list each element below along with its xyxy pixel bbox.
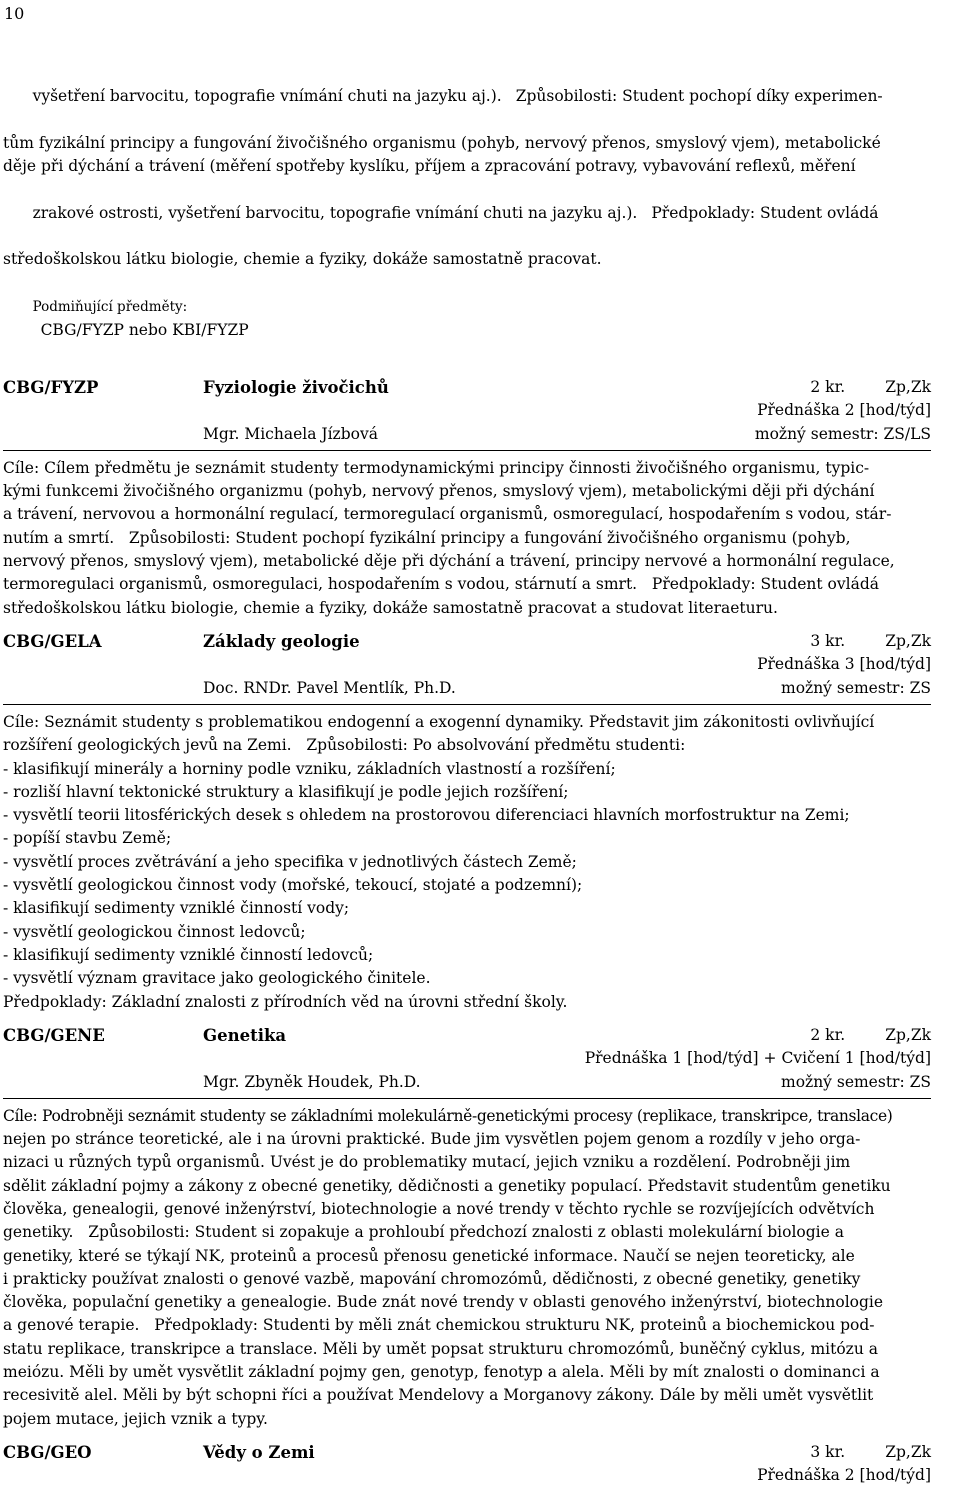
credits-value: 3 kr.: [810, 631, 846, 650]
description-line: - vysvětlí geologickou činnost ledovců;: [3, 922, 306, 941]
course-semester: možný semestr: ZS/LS: [754, 424, 931, 443]
course-credits: [810, 630, 931, 653]
description-line: nizaci u různých typů organismů. Uvést je do problematiky mutací, jejich vzniku a rozdělení. Podrobněji jim: [3, 1153, 851, 1172]
description-line: sdělit základní pojmy a zákony z obecné genetiky, dědičnosti a genetiky populací. Představit studentům genetiku: [3, 1176, 891, 1195]
description-line: meiózu. Měli by umět vysvětlit základní pojmy gen, genotyp, fenotyp a alela. Měli by mít znalosti o dominanci a: [3, 1363, 880, 1382]
course-header-geo: [3, 1441, 931, 1489]
description-line: - klasifikují sedimenty vzniklé činností vody;: [3, 899, 350, 918]
description-line: Cíle: Podrobněji seznámit studenty se základními molekulárně-genetickými procesy (replikace, transkripce, translace): [3, 1106, 893, 1125]
description-line: - klasifikují minerály a horniny podle vzniku, základních vlastností a rozšíření;: [3, 759, 616, 778]
credits-value: 2 kr.: [810, 1025, 846, 1044]
description-line: genetiky, které se týkají NK, proteinů a procesů přenosu genetické informace. Naučí se nejen teoreticky, ale: [3, 1246, 855, 1265]
course-teacher: Mgr. Zbyněk Houdek, Ph.D.: [203, 1072, 421, 1091]
course-description: [3, 1105, 931, 1431]
course-title: Genetika: [203, 1025, 287, 1045]
course-title: Základy geologie: [203, 631, 360, 651]
course-teacher: Mgr. Michaela Jízbová: [203, 424, 378, 443]
intro-prereq: Předpoklady: Student ovládá: [651, 203, 879, 222]
description-line: člověka, genealogii, genové inženýrství, biotechnologie a nové trendy v těchto rychle se rozvíjejících odvětvích: [3, 1199, 875, 1218]
description-line: recesivitě alel. Měli by být schopni říci a používat Mendelovy a Morganovy zákony. Dále by měli umět vysvětlit: [3, 1386, 874, 1405]
intro-line: [3, 62, 931, 132]
intro-line: [3, 178, 931, 248]
description-line: - popíší stavbu Země;: [3, 829, 172, 848]
intro-line: středoškolskou látku biologie, chemie a fyziky, dokáže samostatně pracovat.: [3, 250, 602, 269]
description-line: - rozliší hlavní tektonické struktury a klasifikují je podle jejich rozšíření;: [3, 782, 569, 801]
course-description: [3, 457, 931, 620]
divider: [3, 1098, 931, 1099]
page-number: 10: [4, 4, 25, 23]
description-line: rozšíření geologických jevů na Zemi. Způsobilosti: Po absolvování předmětu studenti:: [3, 736, 686, 755]
course-teacher: Doc. RNDr. Pavel Mentlík, Ph.D.: [203, 678, 456, 697]
description-line: - vysvětlí geologickou činnost vody (mořské, tekoucí, stojaté a podzemní);: [3, 876, 583, 895]
conditional-label: Podmiňující předměty:: [32, 298, 188, 315]
description-line: - vysvětlí proces zvětrávání a jeho specifika v jednotlivých částech Země;: [3, 852, 577, 871]
description-line: nutím a smrtí. Způsobilosti: Student pochopí fyzikální principy a fungování živočišného organismu (pohyb,: [3, 528, 851, 547]
course-description: [3, 711, 931, 1014]
completion-value: Zp,Zk: [885, 631, 931, 650]
description-line: - vysvětlí význam gravitace jako geologického činitele.: [3, 969, 431, 988]
intro-line: tům fyzikální principy a fungování živočišného organismu (pohyb, nervový přenos, smyslový vjem), metabolické: [3, 133, 881, 152]
course-credits: [810, 376, 931, 399]
description-line: člověka, populační genetiky a genealogie. Bude znát nové trendy v oblasti genového inženýrství, biotechnologie: [3, 1293, 884, 1312]
course-credits: [810, 1441, 931, 1464]
description-line: termoregulaci organismů, osmoregulaci, hospodařením s vodou, stárnutí a smrt. Předpoklady: Student ovládá: [3, 575, 880, 594]
description-line: a genové terapie. Předpoklady: Studenti by měli znát chemickou strukturu NK, proteinů a biochemickou pod-: [3, 1316, 875, 1335]
description-line: kými funkcemi živočišného organizmu (pohyb, nervový přenos, smyslový vjem), metabolickými ději při dýchání: [3, 482, 875, 501]
course-title: Vědy o Zemi: [203, 1442, 315, 1462]
description-line: - vysvětlí teorii litosférických desek s ohledem na prostorovou diferenciaci hlavních morfostruktur na Zemi;: [3, 806, 850, 825]
intro-text: vyšetření barvocitu, topografie vnímání chuti na jazyku aj.).: [32, 87, 502, 106]
description-line: i prakticky používat znalosti o genové vazbě, mapování chromozómů, dědičnosti, z obecné genetiky, genetiky: [3, 1269, 861, 1288]
course-lecture: Přednáška 2 [hod/týd]: [757, 1465, 931, 1484]
page-content: [3, 62, 931, 1489]
course-semester: možný semestr: ZS: [781, 1072, 931, 1091]
description-line: - klasifikují sedimenty vzniklé činností ledovců;: [3, 945, 374, 964]
description-line: Cíle: Cílem předmětu je seznámit studenty termodynamickými principy činnosti živočišného organismu, typic-: [3, 458, 870, 477]
completion-value: Zp,Zk: [885, 377, 931, 396]
description-line: Předpoklady: Základní znalosti z přírodních věd na úrovni střední školy.: [3, 992, 568, 1011]
intro-text: zrakové ostrosti, vyšetření barvocitu, topografie vnímání chuti na jazyku aj.).: [32, 203, 638, 222]
completion-value: Zp,Zk: [885, 1025, 931, 1044]
credits-value: 3 kr.: [810, 1442, 846, 1461]
completion-value: Zp,Zk: [885, 1442, 931, 1461]
description-line: nejen po stránce teoretické, ale i na úrovni praktické. Bude jim vysvětlen pojem genom a rozdíly v jeho orga-: [3, 1130, 861, 1149]
description-line: nervový přenos, smyslový vjem), metabolické děje při dýchání a trávení, principy nervové a hormonální regulace,: [3, 552, 895, 571]
conditional-courses: [3, 272, 931, 366]
divider: [3, 704, 931, 705]
intro-skills: Způsobilosti: Student pochopí díky experimen-: [515, 87, 883, 106]
course-title: Fyziologie živočichů: [203, 377, 389, 397]
course-header-gela: [3, 630, 931, 700]
description-line: Cíle: Seznámit studenty s problematikou endogenní a exogenní dynamiky. Představit jim zákonitosti ovlivňující: [3, 712, 875, 731]
intro-line: děje při dýchání a trávení (měření spotřeby kyslíku, příjem a zpracování potravy, vybavování reflexů, měření: [3, 157, 856, 176]
course-semester: možný semestr: ZS: [781, 678, 931, 697]
course-credits: [810, 1024, 931, 1047]
course-header-gene: [3, 1024, 931, 1094]
course-code: CBG/FYZP: [3, 377, 99, 397]
description-line: pojem mutace, jejich vznik a typy.: [3, 1409, 268, 1428]
description-line: středoškolskou látku biologie, chemie a fyziky, dokáže samostatně pracovat a studovat literaeturu.: [3, 598, 778, 617]
course-lecture: Přednáška 3 [hod/týd]: [757, 654, 931, 673]
divider: [3, 450, 931, 451]
course-code: CBG/GENE: [3, 1025, 105, 1045]
course-header-fyzp: [3, 376, 931, 446]
course-lecture: Přednáška 1 [hod/týd] + Cvičení 1 [hod/týd]: [584, 1048, 931, 1067]
course-code: CBG/GELA: [3, 631, 102, 651]
credits-value: 2 kr.: [810, 377, 846, 396]
description-line: a trávení, nervovou a hormonální regulací, termoregulací organismů, osmoregulací, hospodařením s vodou, stár-: [3, 505, 892, 524]
course-lecture: Přednáška 2 [hod/týd]: [757, 400, 931, 419]
course-code: CBG/GEO: [3, 1442, 92, 1462]
description-line: genetiky. Způsobilosti: Student si zopakuje a prohloubí předchozí znalosti z oblasti molekulární biologie a: [3, 1223, 844, 1242]
conditional-value: CBG/FYZP nebo KBI/FYZP: [40, 321, 249, 340]
description-line: statu replikace, transkripce a translace. Měli by umět popsat strukturu chromozómů, buněčný cyklus, mitózu a: [3, 1339, 879, 1358]
